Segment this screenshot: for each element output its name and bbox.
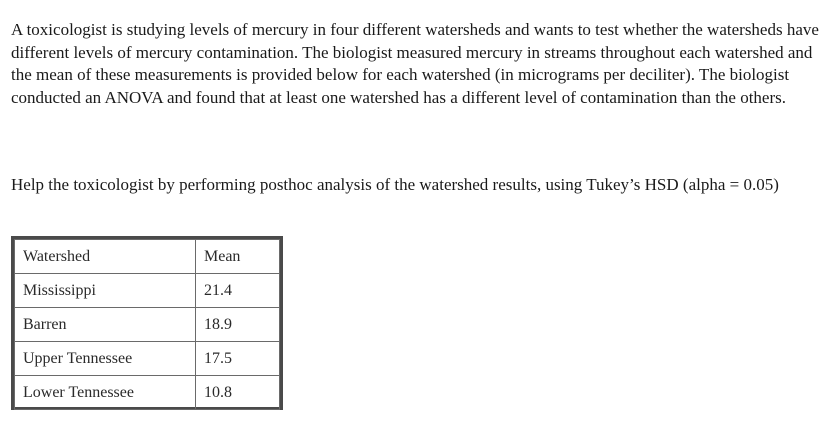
cell-mean: 18.9 (196, 308, 280, 342)
table-row (15, 308, 280, 342)
cell-watershed: Barren (15, 308, 196, 342)
table-header-row (15, 240, 280, 274)
task-instruction-text: Help the toxicologist by performing posthoc analysis of the watershed results, using Tukey’s HSD (alpha = 0.05) (11, 175, 779, 194)
cell-watershed: Mississippi (15, 274, 196, 308)
cell-mean: 21.4 (196, 274, 280, 308)
cell-watershed: Upper Tennessee (15, 342, 196, 376)
problem-intro-text: A toxicologist is studying levels of mercury in four different watersheds and wants to test whether the watersheds have different levels of mercury contamination. The biologist measured mercury in streams throughout each watershed and the mean of these measurements is provided below for each watershed (in micrograms per deciliter). The biologist conducted an ANOVA and found that at least one watershed has a different level of contamination than the others. (11, 20, 819, 107)
watershed-means-table (11, 236, 283, 410)
cell-mean: 17.5 (196, 342, 280, 376)
header-mean: Mean (196, 240, 280, 274)
cell-watershed: Lower Tennessee (15, 376, 196, 410)
table-row (15, 342, 280, 376)
table-row (15, 274, 280, 308)
cell-mean: 10.8 (196, 376, 280, 410)
header-watershed: Watershed (15, 240, 196, 274)
table-row (15, 376, 280, 410)
